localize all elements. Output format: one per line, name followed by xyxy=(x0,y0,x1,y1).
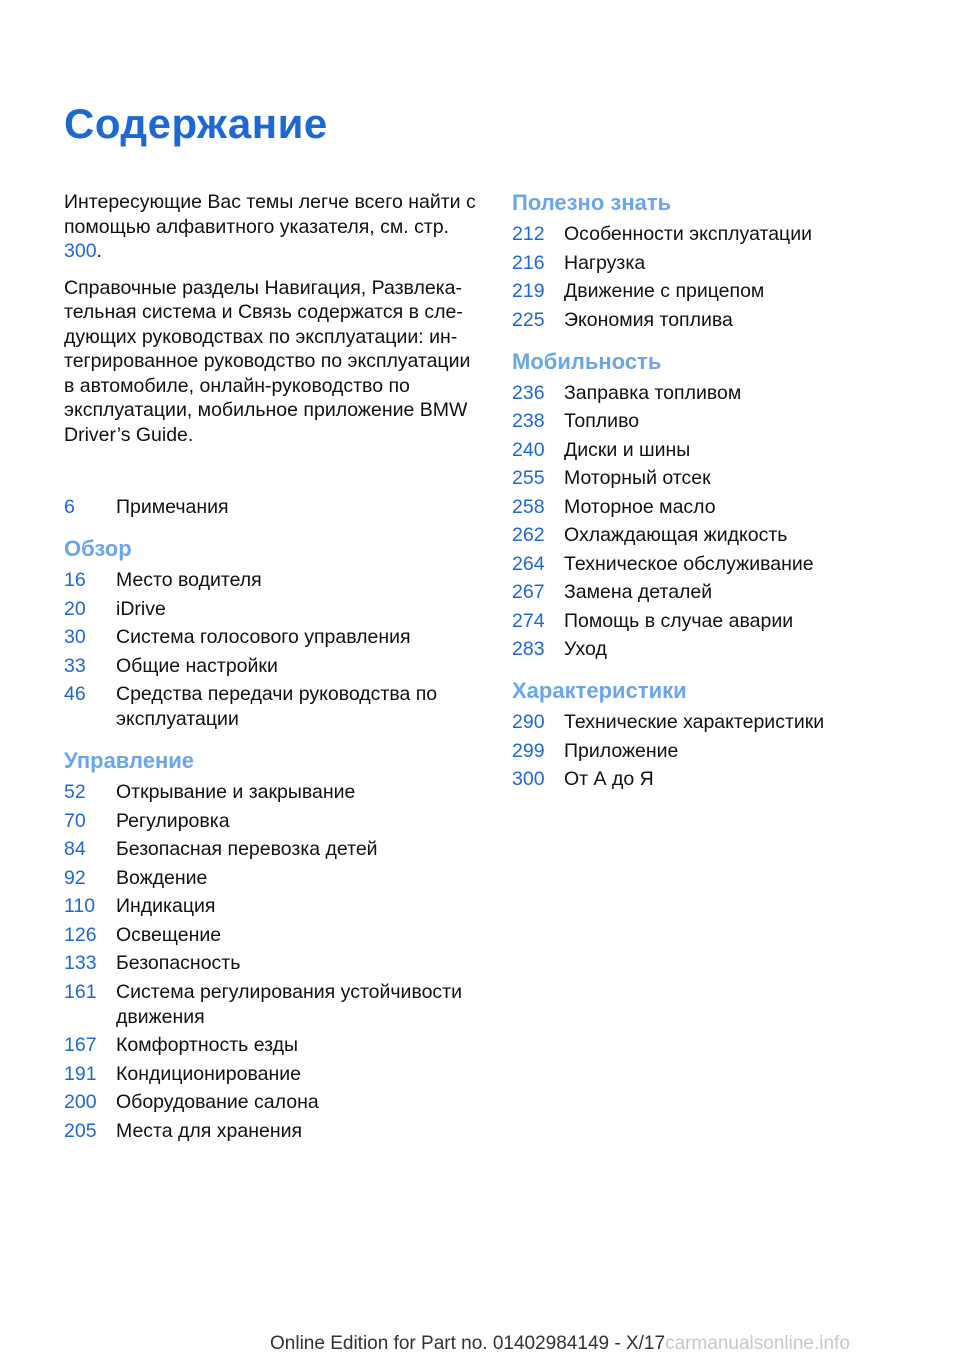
toc-page-number[interactable]: 110 xyxy=(64,895,96,917)
toc-entry[interactable] xyxy=(512,466,912,491)
footer-edition: Online Edition for Part no. 01402984149 - X/17 xyxy=(270,1333,666,1354)
toc-entry-title: Кондиционирование xyxy=(116,1062,301,1085)
toc-entry[interactable] xyxy=(512,637,912,662)
toc-entry-title: Регулировка xyxy=(116,809,230,832)
toc-page-number[interactable]: 283 xyxy=(512,638,545,660)
page-title: Содержание xyxy=(64,100,328,147)
toc-entry[interactable] xyxy=(64,866,484,891)
toc-page-number[interactable]: 205 xyxy=(64,1119,97,1142)
toc-section-heading: Обзор xyxy=(64,536,132,561)
toc-entry[interactable] xyxy=(512,495,912,520)
toc-page-number[interactable]: 300 xyxy=(512,768,545,790)
toc-entry-title: Приложение xyxy=(564,739,679,762)
toc-entry-title: Безопасность xyxy=(116,952,241,974)
toc-entry[interactable] xyxy=(64,894,484,919)
toc-entry[interactable] xyxy=(64,682,484,732)
left-column xyxy=(64,190,484,1147)
toc-entry[interactable] xyxy=(512,251,912,276)
toc-page-number[interactable]: 274 xyxy=(512,609,545,632)
toc-page-number[interactable]: 299 xyxy=(512,739,545,762)
toc-section-heading: Управление xyxy=(64,748,195,773)
intro-text: Интересующие Вас темы легче всего найти с помощью алфавитного указателя, см. стр. xyxy=(64,191,476,238)
toc-entry[interactable] xyxy=(512,381,912,406)
toc-entry[interactable] xyxy=(64,625,484,650)
toc-entry[interactable] xyxy=(64,1033,484,1058)
toc-entry[interactable] xyxy=(64,654,484,679)
toc-entry[interactable] xyxy=(512,523,912,548)
toc-entry-title: Моторный отсек xyxy=(564,467,711,489)
toc-entry[interactable] xyxy=(64,923,484,948)
toc-page-number[interactable]: 290 xyxy=(512,711,545,733)
toc-entry-title: Охлаждающая жидкость xyxy=(564,524,788,546)
toc-page-number[interactable]: 267 xyxy=(512,581,545,603)
toc-entry-title: Диски и шины xyxy=(564,438,691,461)
toc-entry-title: Вождение xyxy=(116,866,208,889)
toc-entry[interactable] xyxy=(64,951,484,976)
toc-entry[interactable] xyxy=(64,809,484,834)
toc-entry[interactable] xyxy=(512,580,912,605)
toc-page-number[interactable]: 133 xyxy=(64,952,97,974)
toc-entry[interactable] xyxy=(64,568,484,593)
toc-entry-title: Освещение xyxy=(116,923,222,946)
toc-entry[interactable] xyxy=(512,739,912,764)
toc-page-number[interactable]: 92 xyxy=(64,866,86,889)
toc-section-heading: Характеристики xyxy=(512,678,687,703)
toc-entry-title: Открывание и закрывание xyxy=(116,781,356,803)
toc-page-number[interactable]: 161 xyxy=(64,980,97,1003)
footer-watermark: carmanualsonline.info xyxy=(665,1333,850,1354)
intro xyxy=(64,190,484,447)
toc-entry-title: Система регулирования устойчивости движения xyxy=(116,980,463,1028)
toc-page-number[interactable]: 33 xyxy=(64,654,86,677)
toc-entry[interactable] xyxy=(512,438,912,463)
toc-entry[interactable] xyxy=(64,1090,484,1115)
toc-page-number[interactable]: 262 xyxy=(512,524,545,546)
toc-entry-title: Заправка топливом xyxy=(564,381,742,404)
toc-entry[interactable] xyxy=(512,308,912,333)
toc-entry-title: От А до Я xyxy=(564,768,654,790)
toc-entry-title: Нагрузка xyxy=(564,251,646,274)
toc-page-number[interactable]: 264 xyxy=(512,552,545,575)
toc-section-heading: Мобильность xyxy=(512,348,662,374)
footer xyxy=(270,1333,850,1355)
toc-entry[interactable] xyxy=(64,980,484,1030)
toc-entry[interactable] xyxy=(64,837,484,862)
toc-entry-title: Общие настройки xyxy=(116,654,278,677)
toc-entry[interactable] xyxy=(64,1062,484,1087)
intro-text-end: . xyxy=(96,240,102,262)
toc-page-number[interactable]: 30 xyxy=(64,626,86,648)
right-column xyxy=(512,188,912,796)
toc-page-number[interactable]: 191 xyxy=(64,1062,97,1085)
toc-entry[interactable] xyxy=(64,597,484,622)
toc-entry-title: Индикация xyxy=(116,895,216,917)
toc-entry-title: Особенности эксплуатации xyxy=(564,223,812,245)
toc-entry[interactable] xyxy=(512,279,912,304)
toc-entry-title: Технические характеристики xyxy=(564,711,825,733)
toc-page-number[interactable]: 167 xyxy=(64,1034,97,1056)
toc-page-number[interactable]: 46 xyxy=(64,683,86,705)
toc-entry-title: Безопасная перевозка детей xyxy=(116,838,378,860)
toc-page-number[interactable]: 126 xyxy=(64,923,97,946)
toc-entry-title: Комфортность езды xyxy=(116,1034,299,1056)
toc-entry-title: Помощь в случае аварии xyxy=(564,609,794,632)
toc-entry-title: Оборудование салона xyxy=(116,1091,319,1113)
toc-entry[interactable] xyxy=(512,409,912,434)
toc-entry-title: Система голосового управления xyxy=(116,626,411,648)
intro-paragraph-1 xyxy=(64,190,484,264)
toc-page-number[interactable]: 238 xyxy=(512,410,545,432)
toc-page-number[interactable]: 219 xyxy=(512,280,545,302)
toc-page-number[interactable]: 52 xyxy=(64,781,86,803)
toc-page-number[interactable]: 6 xyxy=(64,496,75,518)
toc-entry[interactable] xyxy=(64,780,484,805)
toc-page-number[interactable]: 255 xyxy=(512,467,545,489)
toc-entry[interactable] xyxy=(512,710,912,735)
toc-left xyxy=(64,495,484,1144)
toc-entry[interactable] xyxy=(64,1119,484,1144)
toc-page-number[interactable]: 84 xyxy=(64,838,86,860)
toc-entry-title: iDrive xyxy=(116,597,166,620)
toc-entry-title: Место водителя xyxy=(116,569,262,591)
toc-entry[interactable] xyxy=(64,495,484,520)
toc-entry-title: Места для хранения xyxy=(116,1119,303,1142)
toc-entry-title: Экономия топлива xyxy=(564,308,733,331)
toc-page-number[interactable]: 200 xyxy=(64,1091,97,1113)
toc-page-number[interactable]: 20 xyxy=(64,597,86,620)
toc-right xyxy=(512,188,912,792)
toc-page-number[interactable]: 258 xyxy=(512,495,545,518)
toc-page-number[interactable]: 225 xyxy=(512,308,545,331)
toc-entry-title: Техническое обслуживание xyxy=(564,552,814,575)
toc-page-number[interactable]: 212 xyxy=(512,223,545,245)
toc-page-number[interactable]: 216 xyxy=(512,251,545,274)
toc-entry[interactable] xyxy=(512,609,912,634)
toc-entry[interactable] xyxy=(512,552,912,577)
toc-page-number[interactable]: 70 xyxy=(64,809,86,832)
toc-section-heading: Полезно знать xyxy=(512,190,672,215)
toc-page-number[interactable]: 240 xyxy=(512,438,545,461)
toc-entry-title: Средства передачи руководства по эксплуатации xyxy=(116,683,438,730)
toc-entry-title: Движение с прицепом xyxy=(564,280,765,302)
toc-page-number[interactable]: 236 xyxy=(512,381,545,404)
intro-paragraph-2: Справочные разделы Навигация, Развлека-тельная система и Связь содержатся в сле-дующих руководствах по эксплуатации: ин-тегрированное руководство по эксплуатации в автомобиле, онлайн-руководство по эксплуатации, мобильное приложение BMW Driver’s Guide. xyxy=(64,276,471,446)
toc-entry-title: Топливо xyxy=(564,410,640,432)
toc-entry-title: Примечания xyxy=(116,496,229,518)
toc-page-number[interactable]: 16 xyxy=(64,569,86,591)
toc-entry-title: Моторное масло xyxy=(564,495,716,518)
toc-entry-title: Уход xyxy=(564,638,607,660)
toc-entry[interactable] xyxy=(512,767,912,792)
toc-entry-title: Замена деталей xyxy=(564,581,713,603)
toc-entry[interactable] xyxy=(512,222,912,247)
index-page-link[interactable]: 300 xyxy=(64,240,97,262)
